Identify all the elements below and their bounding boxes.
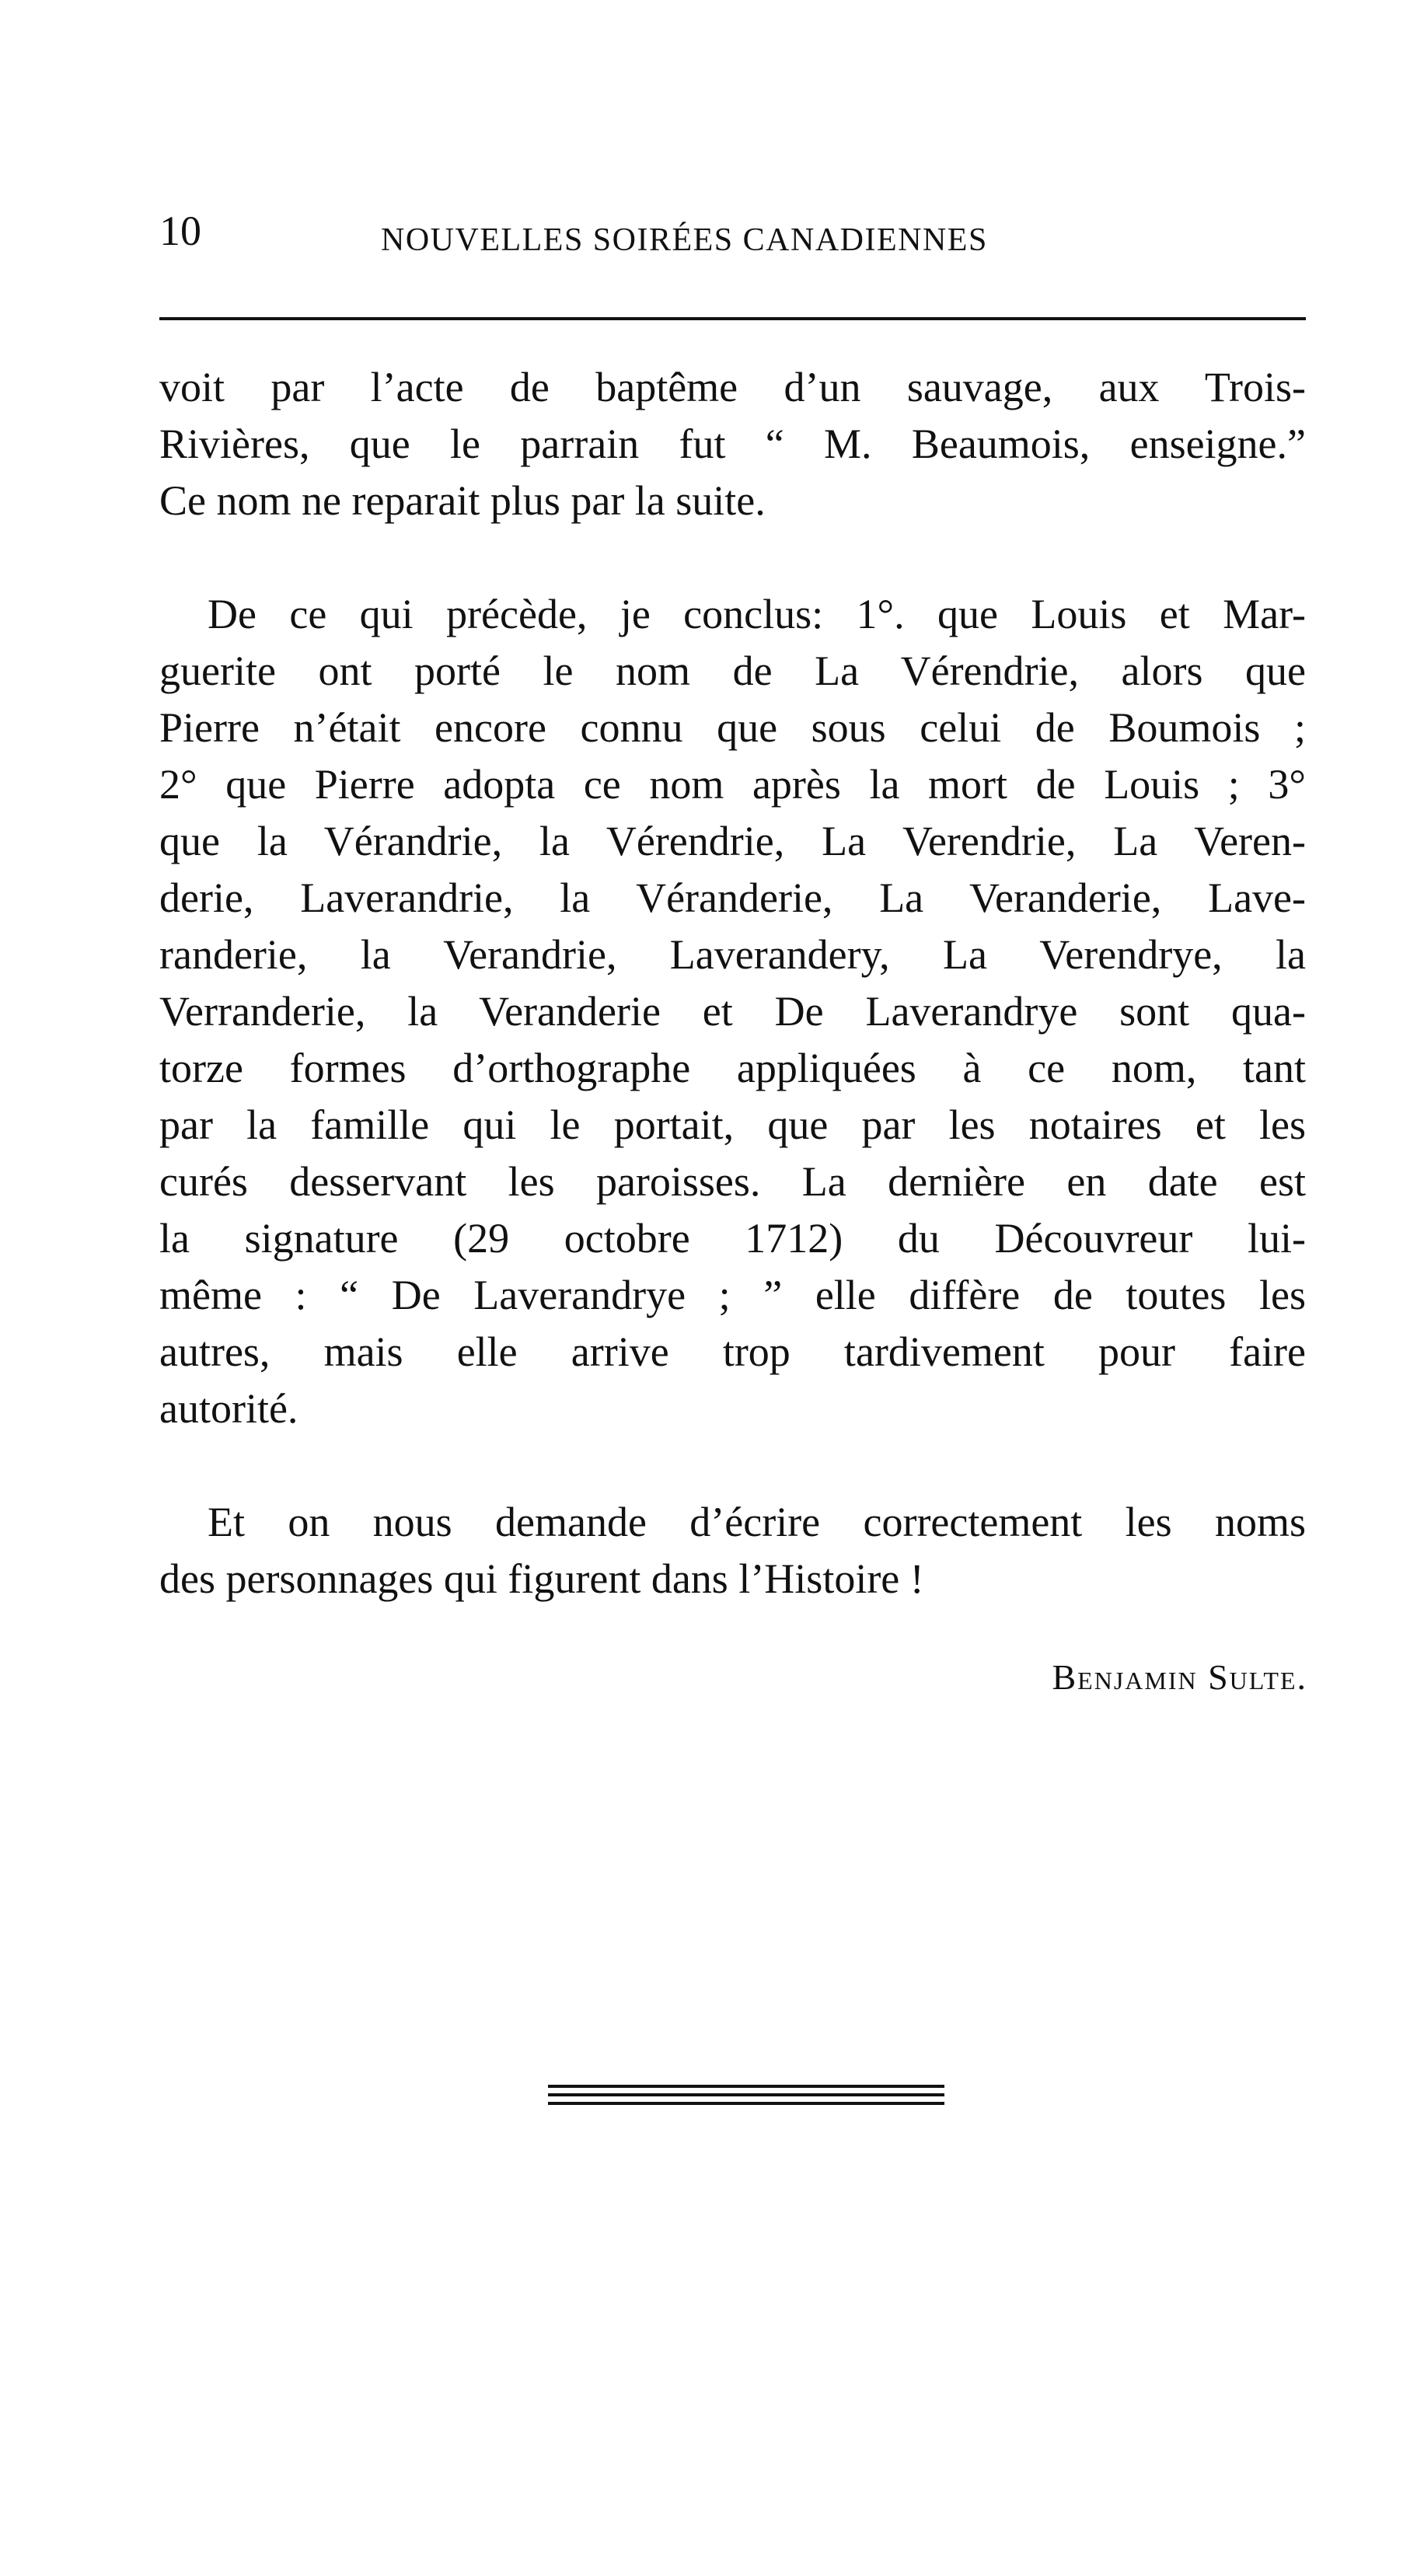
body-text bbox=[159, 359, 1306, 1607]
text-line: autorité. bbox=[159, 1385, 298, 1432]
text-line: Ce nom ne reparait plus par la suite. bbox=[159, 477, 766, 524]
paragraph-3 bbox=[159, 1494, 1306, 1607]
text-line: la signature (29 octobre 1712) du Découvreur lui- bbox=[159, 1215, 1306, 1262]
paragraph-gap bbox=[159, 529, 1306, 586]
text-line: autres, mais elle arrive trop tardivement pour faire bbox=[159, 1328, 1306, 1375]
end-rule bbox=[548, 2093, 944, 2096]
text-line: même : “ De Laverandrye ; ” elle diffère de toutes les bbox=[159, 1272, 1306, 1318]
text-line: par la famille qui le portait, que par les notaires et les bbox=[159, 1101, 1306, 1148]
text-line: Pierre n’était encore connu que sous celui de Boumois ; bbox=[159, 704, 1306, 751]
running-title: NOUVELLES SOIRÉES CANADIENNES bbox=[381, 222, 988, 258]
text-line: randerie, la Verandrie, Laverandery, La Verendrye, la bbox=[159, 931, 1306, 978]
text-line: De ce qui précède, je conclus: 1°. que Louis et Mar- bbox=[208, 591, 1306, 637]
text-line: des personnages qui figurent dans l’Histoire ! bbox=[159, 1555, 924, 1602]
text-line: torze formes d’orthographe appliquées à ce nom, tant bbox=[159, 1045, 1306, 1091]
end-rule bbox=[548, 2102, 944, 2105]
text-line: curés desservant les paroisses. La dernière en date est bbox=[159, 1158, 1306, 1205]
text-line: voit par l’acte de baptême d’un sauvage, aux Trois- bbox=[159, 364, 1306, 410]
text-line: Et on nous demande d’écrire correctement les noms bbox=[208, 1499, 1306, 1545]
author-signature: Benjamin Sulte. bbox=[1052, 1657, 1307, 1697]
end-rule bbox=[548, 2085, 944, 2088]
text-line: Rivières, que le parrain fut “ M. Beaumois, enseigne.” bbox=[159, 421, 1306, 467]
text-line: 2° que Pierre adopta ce nom après la mort de Louis ; 3° bbox=[159, 761, 1306, 808]
text-line: Verranderie, la Veranderie et De Laverandrye sont qua- bbox=[159, 988, 1306, 1035]
paragraph-gap bbox=[159, 1437, 1306, 1494]
text-line: guerite ont porté le nom de La Vérendrie, alors que bbox=[159, 647, 1306, 694]
header-rule bbox=[159, 317, 1306, 320]
paragraph-2 bbox=[159, 586, 1306, 1437]
paragraph-1 bbox=[159, 359, 1306, 529]
text-line: que la Vérandrie, la Vérendrie, La Verendrie, La Veren- bbox=[159, 818, 1306, 864]
text-line: derie, Laverandrie, la Véranderie, La Veranderie, Lave- bbox=[159, 874, 1306, 921]
page-number: 10 bbox=[159, 208, 201, 254]
